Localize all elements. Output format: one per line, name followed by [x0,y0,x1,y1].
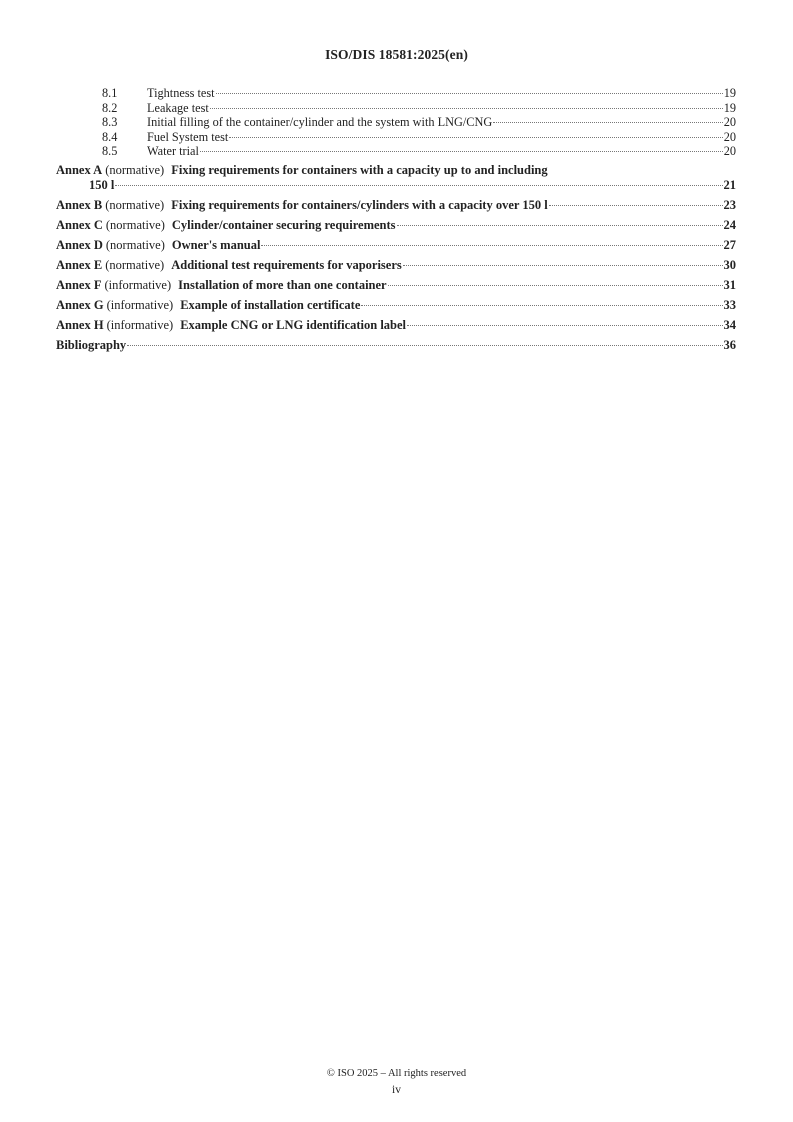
annex-type: (informative) [104,277,172,292]
bibliography-title: Bibliography [56,337,127,352]
table-of-contents [56,86,736,353]
toc-entry-page: 30 [723,257,736,272]
dot-leader [493,122,722,123]
toc-entry-number: 8.2 [102,100,118,115]
dot-leader [200,151,723,152]
annex-label: Annex C [56,217,103,232]
toc-entry-page: 24 [723,217,736,232]
toc-entry-8-3[interactable] [56,115,736,130]
annex-label: Annex B [56,197,103,212]
annex-label: Annex E [56,257,103,272]
toc-entry-page: 27 [723,237,736,252]
annex-title: Example of installation certificate [180,297,361,312]
toc-entry-8-5[interactable] [56,144,736,159]
annex-type: (normative) [105,162,165,177]
annex-type: (normative) [105,257,165,272]
toc-entry-annex-b[interactable] [56,198,736,213]
dot-leader [229,137,722,138]
toc-entry-title: Tightness test [147,86,215,100]
toc-entry-annex-h[interactable] [56,318,736,333]
toc-entry-page: 19 [723,86,736,100]
toc-entry-annex-d[interactable] [56,238,736,253]
toc-entry-page: 20 [723,115,736,130]
toc-entry-bibliography[interactable] [56,338,736,353]
dot-leader [261,245,722,246]
toc-entry-page: 20 [723,129,736,144]
toc-entry-annex-g[interactable] [56,298,736,313]
dot-leader [361,305,722,306]
annex-type: (informative) [106,297,174,312]
annex-title: Installation of more than one container [178,277,387,292]
toc-entry-title: Initial filling of the container/cylinder and the system with LNG/CNG [147,115,493,130]
toc-entry-8-2[interactable] [56,101,736,116]
page-number: iv [392,1084,401,1096]
toc-entry-annex-c[interactable] [56,218,736,233]
annex-label: Annex F [56,277,102,292]
toc-entry-title: Water trial [147,144,199,159]
annex-label: Annex A [56,162,103,177]
dot-leader [388,285,723,286]
dot-leader [549,205,723,206]
dot-leader [407,325,722,326]
dot-leader [115,185,722,186]
toc-entry-page: 19 [723,100,736,115]
toc-entry-number: 8.4 [102,129,118,144]
annex-title: Additional test requirements for vaporisers [171,257,402,272]
toc-entry-page: 21 [723,177,736,192]
annex-label: Annex H [56,317,104,332]
dot-leader [210,108,723,109]
annex-title-continuation: 150 l [89,177,115,192]
dot-leader [403,265,723,266]
toc-entry-page: 34 [723,317,736,332]
dot-leader [397,225,723,226]
toc-entry-title: Fuel System test [147,129,229,144]
toc-entry-title: Leakage test [147,100,209,115]
toc-entry-page: 20 [723,144,736,159]
annex-type: (normative) [105,197,165,212]
document-header: ISO/DIS 18581:2025(en) [325,47,468,62]
dot-leader [216,93,723,94]
toc-entry-page: 31 [723,277,736,292]
toc-entry-annex-e[interactable] [56,258,736,273]
annex-title: Cylinder/container securing requirements [171,217,396,232]
annex-type: (normative) [105,237,165,252]
annex-type: (informative) [106,317,174,332]
annex-title: Fixing requirements for containers with a capacity up to and including [171,162,548,177]
annex-title: Fixing requirements for containers/cylinders with a capacity over 150 l [171,197,548,212]
toc-entry-page: 36 [723,337,736,352]
copyright-notice: © ISO 2025 – All rights reserved [326,1068,467,1079]
toc-entry-page: 23 [723,197,736,212]
annex-label: Annex G [56,297,104,312]
toc-entry-number: 8.3 [102,115,118,130]
toc-entry-annex-a[interactable] [56,163,736,193]
annex-label: Annex D [56,237,103,252]
toc-entry-8-1[interactable] [56,86,736,101]
toc-entry-page: 33 [723,297,736,312]
page-footer [0,1067,793,1097]
annex-type: (normative) [105,217,165,232]
toc-entry-number: 8.1 [102,86,118,100]
annex-title: Owner's manual [171,237,261,252]
toc-entry-8-4[interactable] [56,130,736,145]
toc-entry-number: 8.5 [102,144,118,159]
annex-title: Example CNG or LNG identification label [180,317,407,332]
dot-leader [127,345,722,346]
toc-entry-annex-f[interactable] [56,278,736,293]
